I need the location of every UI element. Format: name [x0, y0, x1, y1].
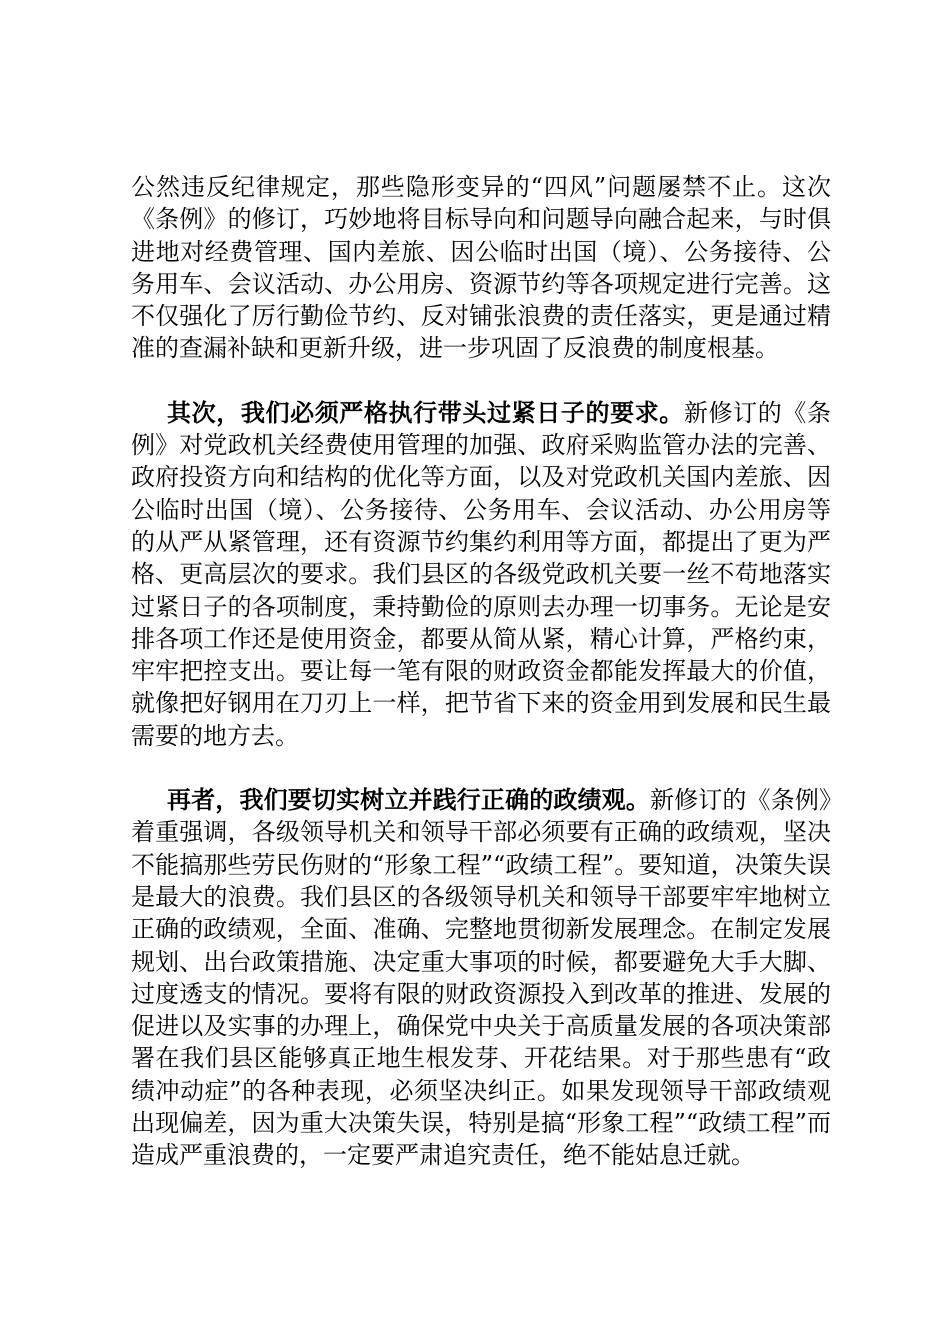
paragraph-3-lead: 再者，我们要切实树立并践行正确的政绩观。	[167, 785, 650, 815]
paragraph-2-text: 新修订的《条例》对党政机关经费使用管理的加强、政府采购监管办法的完善、政府投资方向和结构的优化等方面，以及对党政机关国内差旅、因公临时出国（境）、公务接待、公务用车、会议活动、办公用房等的从严从紧管理，还有资源节约集约利用等方面，都提出了更为严格、更高层次的要求。我们县区的各级党政机关要一丝不苟地落实过紧日子的各项制度，秉持勤俭的原则去办理一切事务。无论是安排各项工作还是使用资金，都要从简从紧，精心计算，严格约束，牢牢把控支出。要让每一笔有限的财政资金都能发挥最大的价值，就像把好钢用在刀刃上一样，把节省下来的资金用到发展和民生最需要的地方去。	[131, 398, 831, 750]
paragraph-2-lead: 其次，我们必须严格执行带头过紧日子的要求。	[167, 397, 684, 427]
document-page	[131, 171, 831, 1204]
paragraph-3-text: 新修订的《条例》着重强调，各级领导机关和领导干部必须要有正确的政绩观，坚决不能搞那些劳民伤财的“形象工程”“政绩工程”。要知道，决策失误是最大的浪费。我们县区的各级领导机关和领导干部要牢牢地树立正确的政绩观，全面、准确、完整地贯彻新发展理念。在制定发展规划、出台政策措施、决定重大事项的时候，都要避免大手大脚、过度透支的情况。要将有限的财政资源投入到改革的推进、发展的促进以及实事的办理上，确保党中央关于高质量发展的各项决策部署在我们县区能够真正地生根发芽、开花结果。对于那些患有“政绩冲动症”的各种表现，必须坚决纠正。如果发现领导干部政绩观出现偏差，因为重大决策失误，特别是搞“形象工程”“政绩工程”而造成严重浪费的，一定要严肃追究责任，绝不能姑息迁就。	[131, 786, 832, 1170]
paragraph-1-text: 公然违反纪律规定，那些隐形变异的“四风”问题屡禁不止。这次《条例》的修订，巧妙地将目标导向和问题导向融合起来，与时俱进地对经费管理、国内差旅、因公临时出国（境）、公务接待、公务用车、会议活动、办公用房、资源节约等各项规定进行完善。这不仅强化了厉行勤俭节约、反对铺张浪费的责任落实，更是通过精准的查漏补缺和更新升级，进一步巩固了反浪费的制度根基。	[131, 173, 831, 363]
paragraph-3	[131, 784, 831, 1172]
paragraph-2	[131, 397, 831, 752]
paragraph-1	[131, 171, 831, 365]
